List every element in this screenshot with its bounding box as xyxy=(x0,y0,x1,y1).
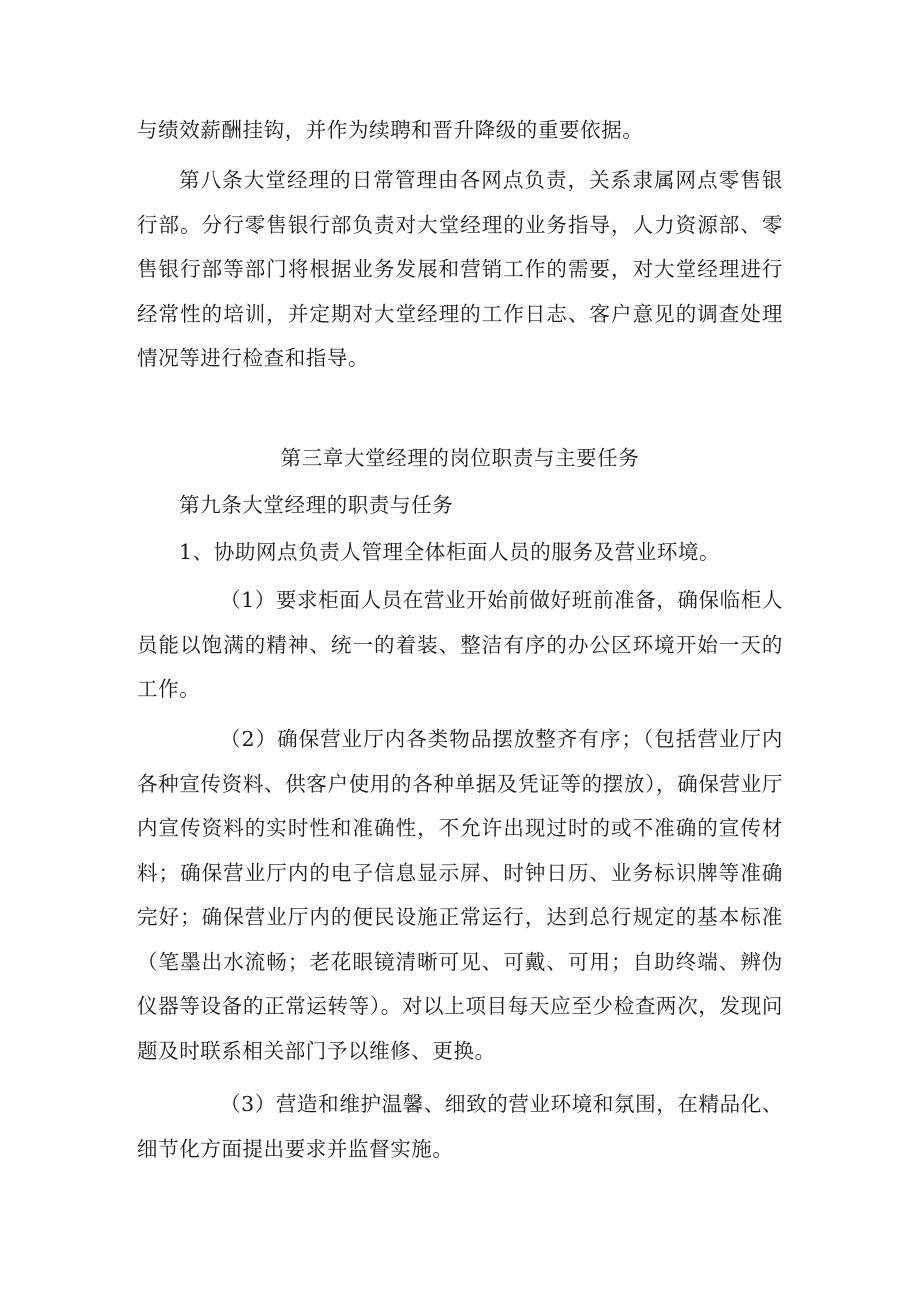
paragraph-article-8: 第八条大堂经理的日常管理由各网点负责，关系隶属网点零售银行部。分行零售银行部负责对大堂经理的业务指导，人力资源部、零售银行部等部门将根据业务发展和营销工作的需要，对大堂经理进行经常性的培训，并定期对大堂经理的工作日志、客户意见的调查处理情况等进行检查和指导。 xyxy=(137,168,783,370)
paragraph-article-9: 第九条大堂经理的职责与任务 xyxy=(179,493,454,517)
sub-item-3: （3）营造和维护温馨、细致的营业环境和氛围，在精品化、细节化方面提出要求并监督实施。 xyxy=(137,1092,783,1161)
sub-item-2: （2）确保营业厅内各类物品摆放整齐有序；（包括营业厅内各种宣传资料、供客户使用的各种单据及凭证等的摆放），确保营业厅内宣传资料的实时性和准确性，不允许出现过时的或不准确的宣传材料；确保营业厅内的电子信息显示屏、时钟日历、业务标识牌等准确完好；确保营业厅内的便民设施正常运行，达到总行规定的基本标准（笔墨出水流畅；老花眼镜清晰可见、可戴、可用；自助终端、辨伪仪器等设备的正常运转等）。对以上项目每天应至少检查两次，发现问题及时联系相关部门予以维修、更换。 xyxy=(137,727,783,1063)
sub-item-1: （1）要求柜面人员在营业开始前做好班前准备，确保临柜人员能以饱满的精神、统一的着装、整洁有序的办公区环境开始一天的工作。 xyxy=(137,588,783,701)
chapter-title: 第三章大堂经理的岗位职责与主要任务 xyxy=(280,446,640,470)
list-item-1: 1、协助网点负责人管理全体柜面人员的服务及营业环境。 xyxy=(179,540,721,564)
paragraph-performance-link: 与绩效薪酬挂钩，并作为续聘和晋升降级的重要依据。 xyxy=(137,118,644,142)
